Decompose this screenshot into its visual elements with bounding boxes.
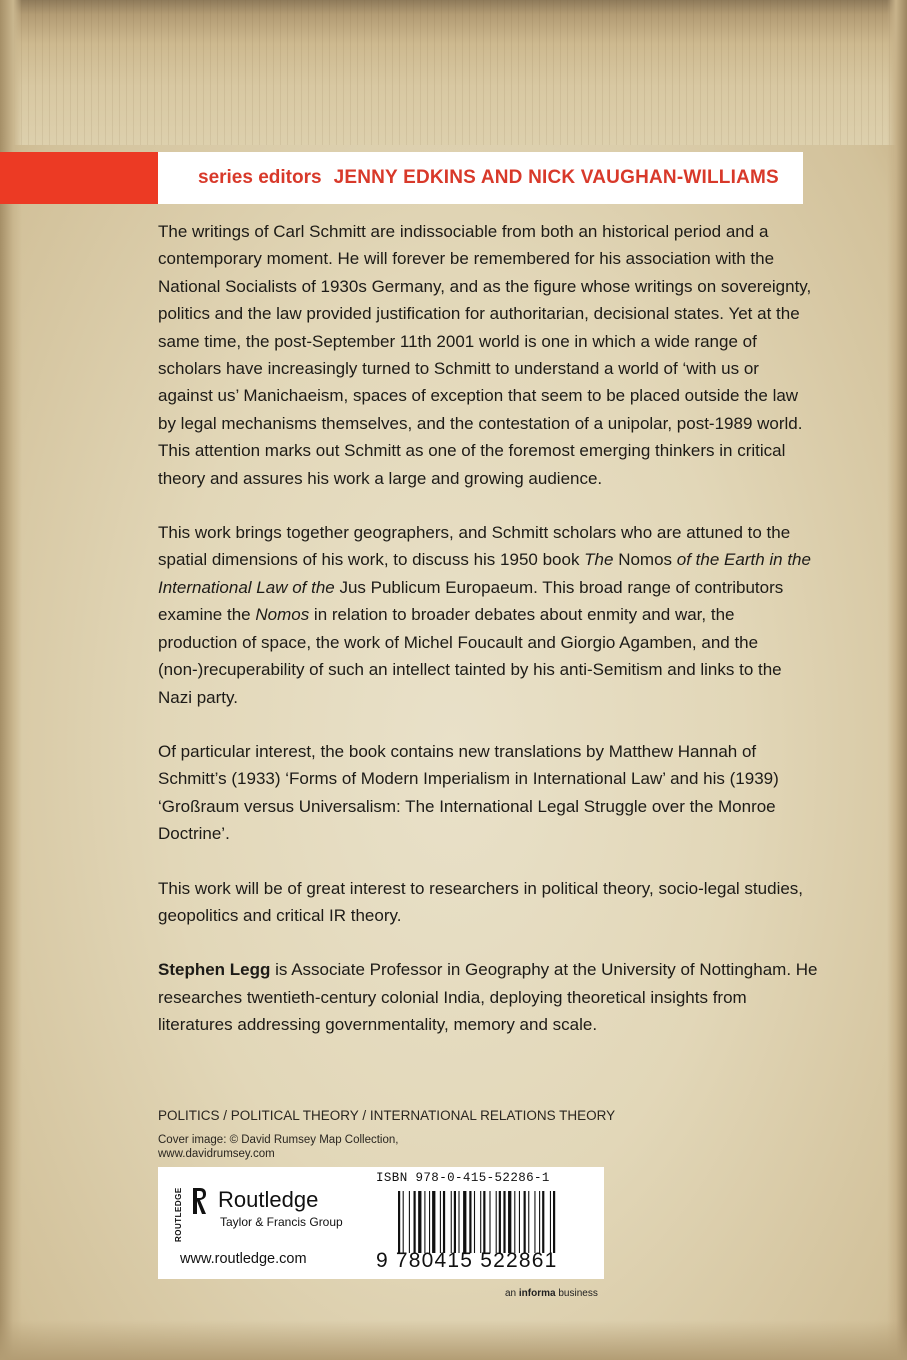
blurb-p2-text-a: This work brings together geographers, and Schmitt scholars who are attuned to the spatial dimensions of his work, to discuss his 1950 book	[158, 523, 791, 570]
blurb-paragraph-2	[158, 519, 818, 711]
cover-image-credit	[158, 1133, 398, 1161]
barcode-digits: 9 780415 522861	[376, 1249, 558, 1272]
series-editors-label: series editors	[198, 167, 322, 188]
credit-line-1: Cover image: © David Rumsey Map Collection,	[158, 1134, 399, 1146]
blurb-p2-text-c: Jus Publicum Europaeum. This broad range of contributors examine the	[158, 577, 784, 625]
barcode	[398, 1191, 594, 1253]
author-name: Stephen Legg	[158, 960, 271, 980]
blurb-p2-text-b: Nomos	[613, 550, 677, 570]
book-title-italic-1: The	[584, 550, 614, 570]
book-title-italic-2: of the Earth in the International Law of the	[158, 550, 811, 597]
informa-post: business	[555, 1288, 598, 1299]
blurb-paragraph-1: The writings of Carl Schmitt are indissociable from both an historical period and a contemporary moment. He will forever be remembered for his association with the National Socialists of 1930s Germany, and as the figure whose writings on sovereignty, politics and the law provided justification for authoritarian, decisional states. Yet at the same time, the post-September 11th 2001 world is one in which a wide range of scholars have increasingly turned to Schmitt to understand a world of ‘with us or against us’ Manichaeism, spaces of exception that seem to be placed outside the law by legal mechanisms themselves, and the contestation of a unipolar, post-1989 world. This attention marks out Schmitt as one of the foremost emerging thinkers in critical theory and assures his work a large and growing audience.	[158, 222, 812, 488]
page-edges-top	[0, 0, 907, 145]
informa-tagline	[505, 1288, 598, 1299]
blurb-paragraph-4: This work will be of great interest to researchers in political theory, socio-legal studies, geopolitics and critical IR theory.	[158, 878, 804, 925]
subject-categories: POLITICS / POLITICAL THEORY / INTERNATIONAL RELATIONS THEORY	[158, 1108, 616, 1123]
author-bio	[158, 956, 818, 1038]
publisher-group: Taylor & Francis Group	[220, 1215, 343, 1229]
publisher-website: www.routledge.com	[180, 1251, 307, 1267]
series-red-tab	[0, 152, 158, 204]
cover-bottom-edge	[0, 1320, 907, 1360]
publisher-box	[158, 1167, 604, 1279]
cover-left-edge	[0, 0, 22, 1360]
blurb-paragraph-3: Of particular interest, the book contains new translations by Matthew Hannah of Schmitt’s (1933) ‘Forms of Modern Imperialism in International Law’ and his (1939) ‘Großraum versus Universalism: The International Legal Struggle over the Monroe Doctrine’.	[158, 741, 779, 844]
publisher-vertical-text: ROUTLEDGE	[174, 1187, 183, 1243]
series-editors-bar	[158, 152, 803, 204]
blurb	[158, 218, 818, 1066]
publisher-name: Routledge	[218, 1187, 319, 1212]
isbn-label: ISBN 978-0-415-52286-1	[376, 1171, 550, 1185]
informa-brand: informa	[518, 1288, 556, 1299]
blurb-p2-text-d: in relation to broader debates about enmity and war, the production of space, the work of Michel Foucault and Giorgio Agamben, and the (non-)recuperability of such an intellect tainted by his anti-Semitism and links to the Nazi party.	[158, 605, 782, 707]
credit-line-2: www.davidrumsey.com	[158, 1148, 275, 1160]
author-bio-text: is Associate Professor in Geography at the University of Nottingham. He researches twentieth-century colonial India, deploying theoretical insights from literatures addressing governmentality, memory and scale.	[158, 960, 818, 1035]
routledge-logo-icon	[190, 1186, 208, 1216]
cover-right-edge	[887, 0, 907, 1360]
nomos-italic: Nomos	[255, 605, 310, 625]
informa-pre: an	[505, 1288, 519, 1299]
series-editors-names: JENNY EDKINS AND NICK VAUGHAN-WILLIAMS	[333, 167, 779, 188]
